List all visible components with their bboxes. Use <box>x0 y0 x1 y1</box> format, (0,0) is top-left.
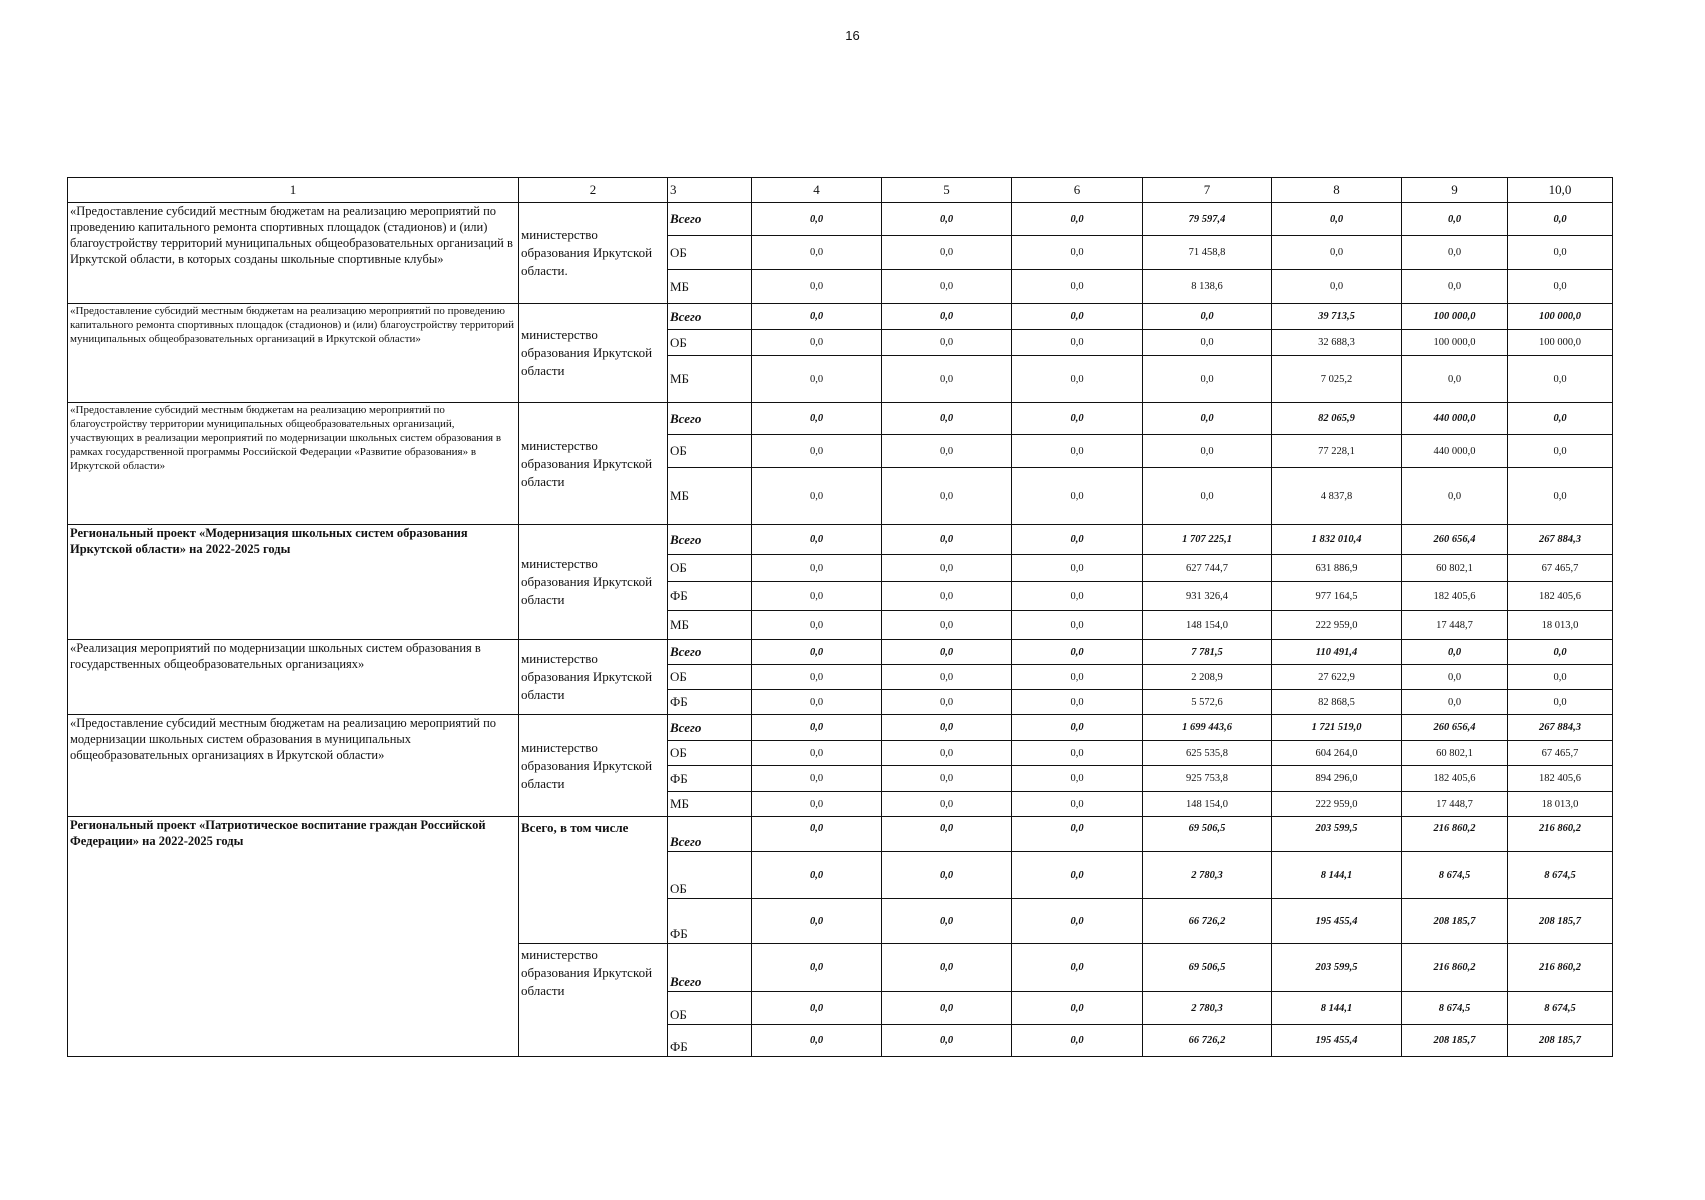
funding-source: МБ <box>668 611 752 640</box>
header-cell: 6 <box>1012 178 1143 203</box>
value-cell: 440 000,0 <box>1402 435 1508 468</box>
funding-source: МБ <box>668 270 752 304</box>
value-cell: 260 656,4 <box>1402 525 1508 555</box>
value-cell: 8 674,5 <box>1402 852 1508 899</box>
funding-source: ОБ <box>668 330 752 356</box>
value-cell: 0,0 <box>882 665 1012 690</box>
value-cell: 0,0 <box>752 944 882 992</box>
value-cell: 17 448,7 <box>1402 611 1508 640</box>
value-cell: 0,0 <box>882 766 1012 792</box>
value-cell: 32 688,3 <box>1272 330 1402 356</box>
value-cell: 203 599,5 <box>1272 944 1402 992</box>
value-cell: 0,0 <box>882 330 1012 356</box>
value-cell: 79 597,4 <box>1143 203 1272 236</box>
table-row <box>68 640 1613 665</box>
header-cell: 3 <box>668 178 752 203</box>
value-cell: 0,0 <box>882 304 1012 330</box>
value-cell: 0,0 <box>882 852 1012 899</box>
value-cell: 182 405,6 <box>1508 582 1613 611</box>
value-cell: 222 959,0 <box>1272 792 1402 817</box>
value-cell: 77 228,1 <box>1272 435 1402 468</box>
value-cell: 0,0 <box>1012 435 1143 468</box>
value-cell: 0,0 <box>1012 766 1143 792</box>
value-cell: 216 860,2 <box>1508 817 1613 852</box>
value-cell: 0,0 <box>1012 944 1143 992</box>
value-cell: 0,0 <box>1143 304 1272 330</box>
value-cell: 0,0 <box>1012 1025 1143 1057</box>
value-cell: 0,0 <box>1012 741 1143 766</box>
value-cell: 0,0 <box>1272 270 1402 304</box>
funding-source: ОБ <box>668 435 752 468</box>
value-cell: 0,0 <box>752 582 882 611</box>
header-cell: 8 <box>1272 178 1402 203</box>
responsible-executor: министерство образования Иркутской области <box>519 944 668 1057</box>
value-cell: 110 491,4 <box>1272 640 1402 665</box>
value-cell: 182 405,6 <box>1508 766 1613 792</box>
value-cell: 0,0 <box>1012 203 1143 236</box>
value-cell: 0,0 <box>752 236 882 270</box>
value-cell: 0,0 <box>882 690 1012 715</box>
header-cell: 2 <box>519 178 668 203</box>
value-cell: 182 405,6 <box>1402 582 1508 611</box>
funding-source: МБ <box>668 792 752 817</box>
value-cell: 216 860,2 <box>1402 944 1508 992</box>
value-cell: 0,0 <box>1402 270 1508 304</box>
value-cell: 0,0 <box>752 356 882 403</box>
value-cell: 60 802,1 <box>1402 741 1508 766</box>
value-cell: 0,0 <box>752 766 882 792</box>
value-cell: 0,0 <box>1012 555 1143 582</box>
value-cell: 0,0 <box>882 792 1012 817</box>
value-cell: 0,0 <box>1012 611 1143 640</box>
value-cell: 0,0 <box>752 640 882 665</box>
value-cell: 1 832 010,4 <box>1272 525 1402 555</box>
funding-source: ФБ <box>668 899 752 944</box>
value-cell: 0,0 <box>752 525 882 555</box>
funding-source: Всего <box>668 525 752 555</box>
value-cell: 0,0 <box>752 304 882 330</box>
value-cell: 0,0 <box>1402 690 1508 715</box>
value-cell: 66 726,2 <box>1143 1025 1272 1057</box>
measure-description: «Предоставление субсидий местным бюджетам на реализацию мероприятий по проведению капитального ремонта спортивных площадок (стадионов) и (или) благоустройству территорий муниципальных общеобразовательных организаций в Иркутской области» <box>68 304 519 403</box>
value-cell: 0,0 <box>882 715 1012 741</box>
value-cell: 0,0 <box>1508 270 1613 304</box>
funding-source: Всего <box>668 403 752 435</box>
value-cell: 0,0 <box>882 555 1012 582</box>
value-cell: 208 185,7 <box>1508 1025 1613 1057</box>
value-cell: 0,0 <box>752 690 882 715</box>
value-cell: 260 656,4 <box>1402 715 1508 741</box>
value-cell: 0,0 <box>1143 403 1272 435</box>
funding-source: ФБ <box>668 582 752 611</box>
responsible-executor: министерство образования Иркутской области <box>519 403 668 525</box>
value-cell: 69 506,5 <box>1143 944 1272 992</box>
value-cell: 0,0 <box>1012 403 1143 435</box>
value-cell: 69 506,5 <box>1143 817 1272 852</box>
value-cell: 0,0 <box>882 899 1012 944</box>
value-cell: 4 837,8 <box>1272 468 1402 525</box>
value-cell: 0,0 <box>1012 792 1143 817</box>
project-title: Региональный проект «Модернизация школьных систем образования Иркутской области» на 2022-2025 годы <box>68 525 519 640</box>
value-cell: 0,0 <box>1143 435 1272 468</box>
value-cell: 931 326,4 <box>1143 582 1272 611</box>
value-cell: 0,0 <box>1402 236 1508 270</box>
value-cell: 0,0 <box>752 992 882 1025</box>
funding-source: ОБ <box>668 555 752 582</box>
value-cell: 0,0 <box>882 435 1012 468</box>
value-cell: 208 185,7 <box>1402 1025 1508 1057</box>
value-cell: 0,0 <box>1012 690 1143 715</box>
value-cell: 0,0 <box>1012 665 1143 690</box>
page-number: 16 <box>845 28 860 43</box>
table-row <box>68 525 1613 555</box>
value-cell: 148 154,0 <box>1143 792 1272 817</box>
value-cell: 267 884,3 <box>1508 525 1613 555</box>
value-cell: 0,0 <box>1508 640 1613 665</box>
value-cell: 0,0 <box>882 944 1012 992</box>
funding-source: Всего <box>668 304 752 330</box>
value-cell: 0,0 <box>1012 356 1143 403</box>
value-cell: 0,0 <box>1012 236 1143 270</box>
header-cell: 1 <box>68 178 519 203</box>
value-cell: 2 780,3 <box>1143 992 1272 1025</box>
funding-source: ОБ <box>668 741 752 766</box>
value-cell: 0,0 <box>1508 690 1613 715</box>
value-cell: 82 868,5 <box>1272 690 1402 715</box>
value-cell: 67 465,7 <box>1508 741 1613 766</box>
value-cell: 8 144,1 <box>1272 852 1402 899</box>
value-cell: 0,0 <box>1012 852 1143 899</box>
value-cell: 2 208,9 <box>1143 665 1272 690</box>
value-cell: 203 599,5 <box>1272 817 1402 852</box>
value-cell: 100 000,0 <box>1402 304 1508 330</box>
responsible-executor: министерство образования Иркутской области <box>519 304 668 403</box>
value-cell: 100 000,0 <box>1402 330 1508 356</box>
value-cell: 0,0 <box>882 403 1012 435</box>
header-cell: 9 <box>1402 178 1508 203</box>
value-cell: 17 448,7 <box>1402 792 1508 817</box>
value-cell: 0,0 <box>1012 270 1143 304</box>
value-cell: 0,0 <box>752 665 882 690</box>
value-cell: 0,0 <box>882 992 1012 1025</box>
value-cell: 66 726,2 <box>1143 899 1272 944</box>
project-title: Региональный проект «Патриотическое воспитание граждан Российской Федерации» на 2022-2025 годы <box>68 817 519 1057</box>
value-cell: 0,0 <box>1143 468 1272 525</box>
value-cell: 0,0 <box>1508 403 1613 435</box>
funding-source: ФБ <box>668 766 752 792</box>
value-cell: 216 860,2 <box>1508 944 1613 992</box>
value-cell: 0,0 <box>1012 525 1143 555</box>
table-row <box>68 817 1613 852</box>
funding-source: ФБ <box>668 690 752 715</box>
value-cell: 222 959,0 <box>1272 611 1402 640</box>
value-cell: 0,0 <box>882 203 1012 236</box>
value-cell: 0,0 <box>1508 236 1613 270</box>
header-cell: 10,0 <box>1508 178 1613 203</box>
value-cell: 8 674,5 <box>1402 992 1508 1025</box>
value-cell: 0,0 <box>1143 330 1272 356</box>
value-cell: 8 144,1 <box>1272 992 1402 1025</box>
value-cell: 0,0 <box>752 792 882 817</box>
value-cell: 440 000,0 <box>1402 403 1508 435</box>
value-cell: 67 465,7 <box>1508 555 1613 582</box>
value-cell: 0,0 <box>752 203 882 236</box>
value-cell: 0,0 <box>882 817 1012 852</box>
responsible-executor: министерство образования Иркутской области <box>519 525 668 640</box>
value-cell: 71 458,8 <box>1143 236 1272 270</box>
value-cell: 0,0 <box>752 468 882 525</box>
header-cell: 4 <box>752 178 882 203</box>
value-cell: 8 674,5 <box>1508 992 1613 1025</box>
value-cell: 0,0 <box>1012 817 1143 852</box>
value-cell: 0,0 <box>1012 304 1143 330</box>
funding-source: ОБ <box>668 852 752 899</box>
value-cell: 7 781,5 <box>1143 640 1272 665</box>
value-cell: 18 013,0 <box>1508 611 1613 640</box>
value-cell: 0,0 <box>882 468 1012 525</box>
value-cell: 0,0 <box>1012 640 1143 665</box>
value-cell: 182 405,6 <box>1402 766 1508 792</box>
value-cell: 0,0 <box>1402 203 1508 236</box>
value-cell: 2 780,3 <box>1143 852 1272 899</box>
value-cell: 0,0 <box>752 1025 882 1057</box>
funding-source: Всего <box>668 817 752 852</box>
value-cell: 39 713,5 <box>1272 304 1402 330</box>
value-cell: 1 699 443,6 <box>1143 715 1272 741</box>
table-row <box>68 403 1613 435</box>
value-cell: 0,0 <box>882 1025 1012 1057</box>
value-cell: 0,0 <box>1508 468 1613 525</box>
measure-description: «Предоставление субсидий местным бюджетам на реализацию мероприятий по благоустройству территории муниципальных общеобразовательных организаций, участвующих в реализации мероприятий по модернизации школьных систем образования в рамках государственной программы Российской Федерации «Развитие образования» в Иркутской области» <box>68 403 519 525</box>
value-cell: 894 296,0 <box>1272 766 1402 792</box>
value-cell: 0,0 <box>1402 356 1508 403</box>
value-cell: 0,0 <box>1272 236 1402 270</box>
value-cell: 631 886,9 <box>1272 555 1402 582</box>
funding-source: Всего <box>668 944 752 992</box>
value-cell: 0,0 <box>752 270 882 304</box>
responsible-executor: министерство образования Иркутской области <box>519 715 668 817</box>
value-cell: 0,0 <box>1272 203 1402 236</box>
value-cell: 60 802,1 <box>1402 555 1508 582</box>
value-cell: 0,0 <box>1508 435 1613 468</box>
funding-source: ФБ <box>668 1025 752 1057</box>
value-cell: 0,0 <box>1012 582 1143 611</box>
value-cell: 0,0 <box>1012 468 1143 525</box>
value-cell: 0,0 <box>1402 640 1508 665</box>
funding-source: Всего <box>668 203 752 236</box>
table-row <box>68 304 1613 330</box>
value-cell: 0,0 <box>1508 665 1613 690</box>
value-cell: 627 744,7 <box>1143 555 1272 582</box>
value-cell: 8 674,5 <box>1508 852 1613 899</box>
value-cell: 0,0 <box>882 525 1012 555</box>
responsible-executor: министерство образования Иркутской области. <box>519 203 668 304</box>
value-cell: 604 264,0 <box>1272 741 1402 766</box>
value-cell: 0,0 <box>752 435 882 468</box>
value-cell: 195 455,4 <box>1272 899 1402 944</box>
value-cell: 18 013,0 <box>1508 792 1613 817</box>
value-cell: 208 185,7 <box>1402 899 1508 944</box>
value-cell: 0,0 <box>882 270 1012 304</box>
value-cell: 0,0 <box>752 741 882 766</box>
value-cell: 0,0 <box>752 555 882 582</box>
value-cell: 27 622,9 <box>1272 665 1402 690</box>
value-cell: 977 164,5 <box>1272 582 1402 611</box>
value-cell: 0,0 <box>752 330 882 356</box>
header-cell: 5 <box>882 178 1012 203</box>
header-row <box>68 178 1613 203</box>
value-cell: 0,0 <box>1012 899 1143 944</box>
funding-source: ОБ <box>668 665 752 690</box>
measure-description: «Предоставление субсидий местным бюджетам на реализацию мероприятий по модернизации школьных систем образования в муниципальных общеобразовательных организациях в Иркутской области» <box>68 715 519 817</box>
funding-source: МБ <box>668 356 752 403</box>
value-cell: 0,0 <box>1508 356 1613 403</box>
value-cell: 0,0 <box>752 403 882 435</box>
value-cell: 0,0 <box>752 715 882 741</box>
responsible-executor: министерство образования Иркутской области <box>519 640 668 715</box>
value-cell: 925 753,8 <box>1143 766 1272 792</box>
value-cell: 195 455,4 <box>1272 1025 1402 1057</box>
measure-description: «Реализация мероприятий по модернизации школьных систем образования в государственных общеобразовательных организациях» <box>68 640 519 715</box>
value-cell: 8 138,6 <box>1143 270 1272 304</box>
value-cell: 0,0 <box>882 741 1012 766</box>
value-cell: 208 185,7 <box>1508 899 1613 944</box>
value-cell: 1 721 519,0 <box>1272 715 1402 741</box>
value-cell: 0,0 <box>1508 203 1613 236</box>
value-cell: 0,0 <box>1012 992 1143 1025</box>
value-cell: 0,0 <box>1402 468 1508 525</box>
value-cell: 0,0 <box>1143 356 1272 403</box>
table-row <box>68 715 1613 741</box>
value-cell: 0,0 <box>1012 330 1143 356</box>
value-cell: 1 707 225,1 <box>1143 525 1272 555</box>
value-cell: 0,0 <box>1402 665 1508 690</box>
value-cell: 0,0 <box>882 582 1012 611</box>
value-cell: 0,0 <box>882 640 1012 665</box>
value-cell: 7 025,2 <box>1272 356 1402 403</box>
value-cell: 625 535,8 <box>1143 741 1272 766</box>
measure-description: «Предоставление субсидий местным бюджетам на реализацию мероприятий по проведению капитального ремонта спортивных площадок (стадионов) и (или) благоустройству территорий муниципальных общеобразовательных организаций в Иркутской области, в которых созданы школьные спортивные клубы» <box>68 203 519 304</box>
responsible-executor: Всего, в том числе <box>519 817 668 944</box>
value-cell: 267 884,3 <box>1508 715 1613 741</box>
value-cell: 0,0 <box>752 852 882 899</box>
value-cell: 82 065,9 <box>1272 403 1402 435</box>
value-cell: 148 154,0 <box>1143 611 1272 640</box>
funding-source: ОБ <box>668 236 752 270</box>
value-cell: 5 572,6 <box>1143 690 1272 715</box>
value-cell: 0,0 <box>752 817 882 852</box>
value-cell: 216 860,2 <box>1402 817 1508 852</box>
header-cell: 7 <box>1143 178 1272 203</box>
value-cell: 0,0 <box>882 236 1012 270</box>
funding-source: ОБ <box>668 992 752 1025</box>
value-cell: 0,0 <box>882 356 1012 403</box>
budget-table <box>67 177 1613 1057</box>
funding-source: МБ <box>668 468 752 525</box>
value-cell: 0,0 <box>1012 715 1143 741</box>
value-cell: 100 000,0 <box>1508 304 1613 330</box>
value-cell: 0,0 <box>752 899 882 944</box>
value-cell: 0,0 <box>752 611 882 640</box>
table-row <box>68 203 1613 236</box>
value-cell: 0,0 <box>882 611 1012 640</box>
value-cell: 100 000,0 <box>1508 330 1613 356</box>
funding-source: Всего <box>668 640 752 665</box>
funding-source: Всего <box>668 715 752 741</box>
